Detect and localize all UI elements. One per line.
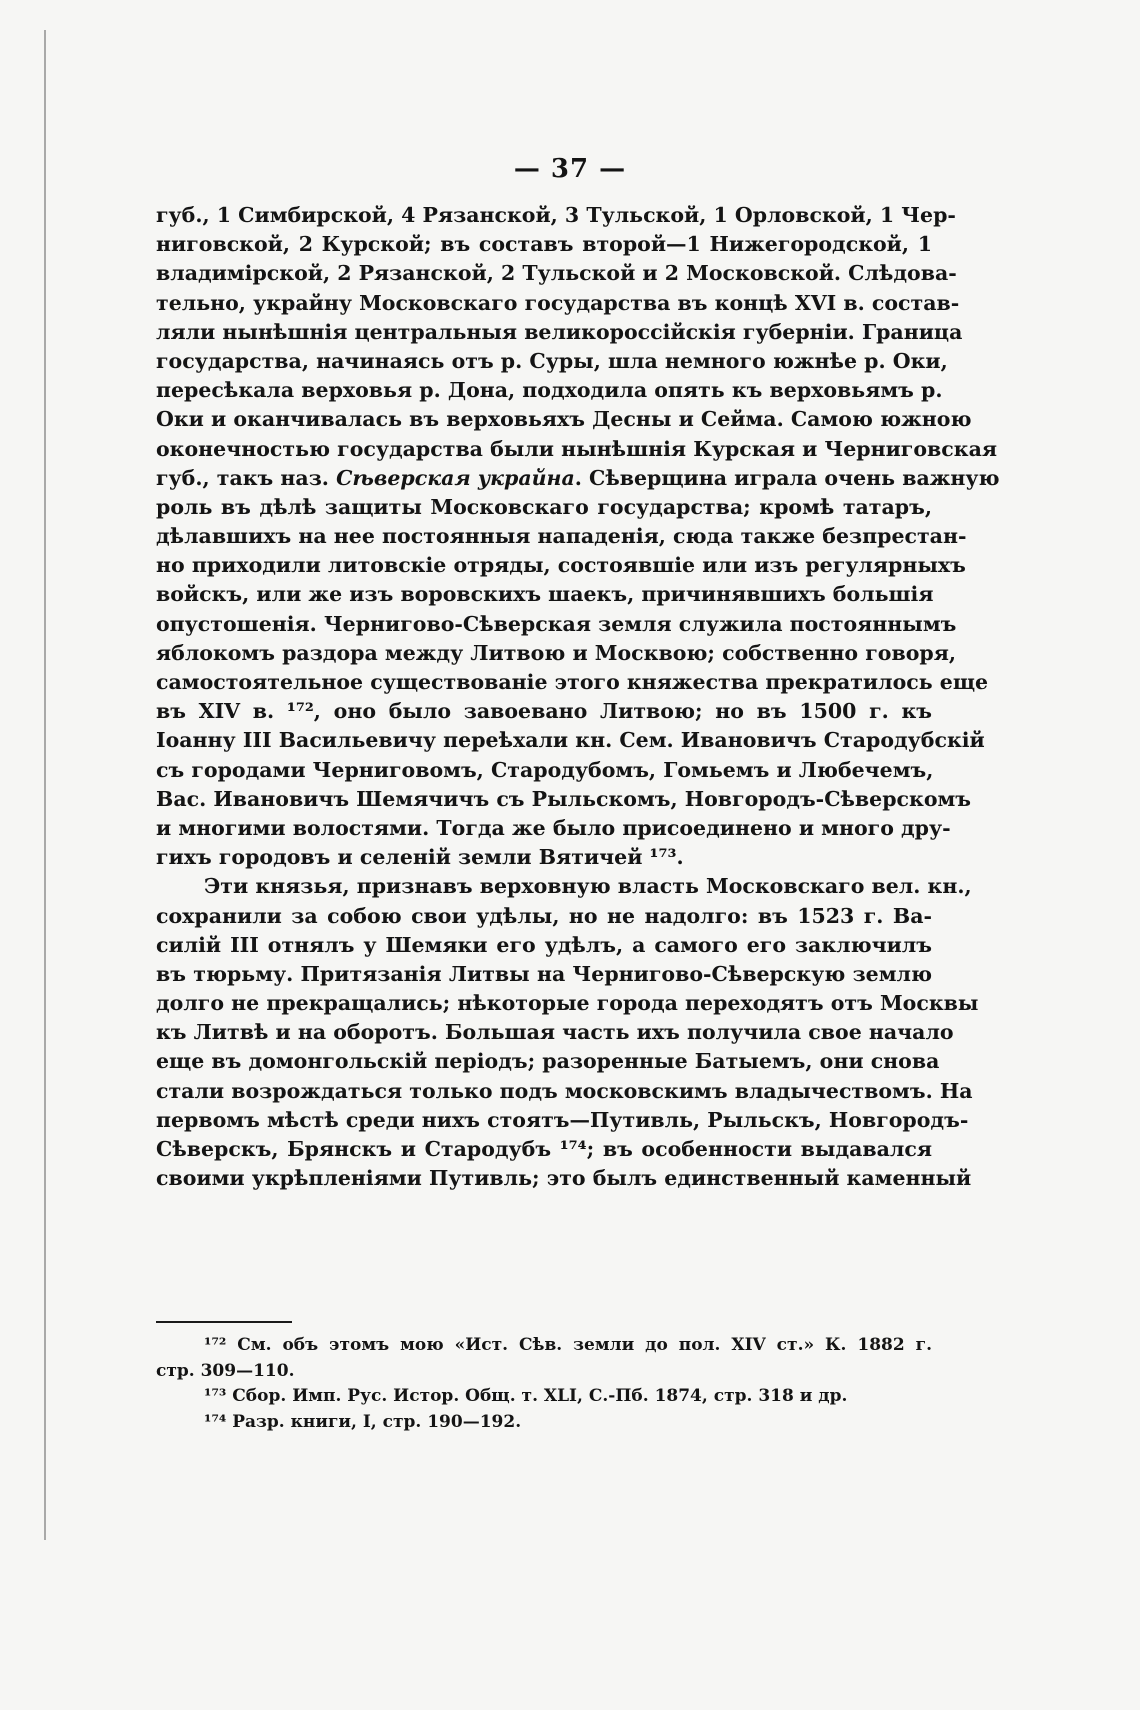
text-line: своими укрѣпленіями Путивль; это былъ единственный каменный xyxy=(156,1166,972,1191)
text-line: но приходили литовскіе отряды, состоявшіе или изъ регулярныхъ xyxy=(156,553,966,578)
italic-term: Сѣверская украйна xyxy=(336,465,575,490)
text-line: ниговской, 2 Курской; въ составъ второй—1 Нижегородской, 1 xyxy=(156,232,932,257)
text-line: ляли нынѣшнія центральныя великороссійскія губерніи. Граница xyxy=(156,319,963,344)
text-line: и многими волостями. Тогда же было присоединено и много дру- xyxy=(156,815,951,840)
page-number: — 37 — xyxy=(513,154,627,184)
text-line: владимірской, 2 Рязанской, 2 Тульской и 2 Московской. Слѣдова- xyxy=(156,261,957,286)
text-line: съ городами Черниговомъ, Стародубомъ, Гомьемъ и Любечемъ, xyxy=(156,757,934,782)
page-binding-edge xyxy=(44,30,46,1540)
text-segment: губ., такъ наз. xyxy=(156,465,337,490)
footnote-173: ¹⁷³ Сбор. Имп. Рус. Истор. Общ. т. XLI, С.-Пб. 1874, стр. 318 и др. xyxy=(204,1386,848,1406)
text-line: опустошенія. Чернигово-Сѣверская земля служила постояннымъ xyxy=(156,611,957,636)
text-line: Оки и оканчивалась въ верховьяхъ Десны и Сейма. Самою южною xyxy=(156,407,972,432)
footnote-172-continuation: стр. 309—110. xyxy=(156,1360,295,1381)
text-line: Эти князья, признавъ верховную власть Московскаго вел. кн., xyxy=(204,874,972,899)
text-line: сохранили за собою свои удѣлы, но не надолго: въ 1523 г. Ва- xyxy=(156,903,932,928)
text-line-with-italic xyxy=(156,464,1000,493)
footnote-172: ¹⁷² См. объ этомъ мою «Ист. Сѣв. земли до пол. XIV ст.» К. 1882 г. xyxy=(204,1335,932,1355)
text-line: оконечностью государства были нынѣшнія Курская и Черниговская xyxy=(156,436,998,461)
footnote-separator xyxy=(156,1321,292,1323)
text-line: еще въ домонгольскій періодъ; разоренные Батыемъ, они снова xyxy=(156,1049,940,1074)
text-line: силій III отнялъ у Шемяки его удѣлъ, а самого его заключилъ xyxy=(156,932,932,957)
text-line: пересѣкала верховья р. Дона, подходила опять къ верховьямъ р. xyxy=(156,378,943,403)
text-line: Вас. Ивановичъ Шемячичъ съ Рыльскомъ, Новгородъ-Сѣверскомъ xyxy=(156,786,972,811)
text-line: Іоанну III Васильевичу переѣхали кн. Сем. Ивановичъ Стародубскій xyxy=(156,728,985,753)
body-text xyxy=(156,201,1000,1193)
text-line: самостоятельное существованіе этого княжества прекратилось еще xyxy=(156,670,989,694)
text-line: государства, начинаясь отъ р. Суры, шла немного южнѣе р. Оки, xyxy=(156,348,948,373)
text-line: къ Литвѣ и на оборотъ. Большая часть ихъ получила свое начало xyxy=(156,1020,954,1045)
text-line: Сѣверскъ, Брянскъ и Стародубъ ¹⁷⁴; въ особенности выдавался xyxy=(156,1137,932,1161)
text-line: долго не прекращались; нѣкоторые города переходятъ отъ Москвы xyxy=(156,991,979,1016)
text-line: тельно, украйну Московскаго государства въ концѣ XVI в. состав- xyxy=(156,290,960,315)
text-line: губ., 1 Симбирской, 4 Рязанской, 3 Тульской, 1 Орловской, 1 Чер- xyxy=(156,203,956,227)
text-line: первомъ мѣстѣ среди нихъ стоятъ—Путивль, Рыльскъ, Новгородъ- xyxy=(156,1107,969,1132)
text-line: гихъ городовъ и селеній земли Вятичей ¹⁷³. xyxy=(156,845,684,870)
text-line: войскъ, или же изъ воровскихъ шаекъ, причинявшихъ большія xyxy=(156,582,934,607)
text-line: стали возрождаться только подъ московскимъ владычествомъ. На xyxy=(156,1078,973,1103)
text-line: въ тюрьму. Притязанія Литвы на Чернигово-Сѣверскую землю xyxy=(156,961,932,986)
text-line: въ XIV в. ¹⁷², оно было завоевано Литвою; но въ 1500 г. къ xyxy=(156,699,932,724)
footnote-174: ¹⁷⁴ Разр. книги, I, стр. 190—192. xyxy=(204,1411,522,1432)
text-line: яблокомъ раздора между Литвою и Москвою; собственно говоря, xyxy=(156,640,956,665)
text-segment: . Сѣверщина играла очень важную xyxy=(574,465,1000,490)
text-line: дѣлавшихъ на нее постоянныя нападенія, сюда также безпрестан- xyxy=(156,524,967,549)
text-line: роль въ дѣлѣ защиты Московскаго государства; кромѣ татаръ, xyxy=(156,494,932,519)
footnotes xyxy=(156,1333,932,1435)
